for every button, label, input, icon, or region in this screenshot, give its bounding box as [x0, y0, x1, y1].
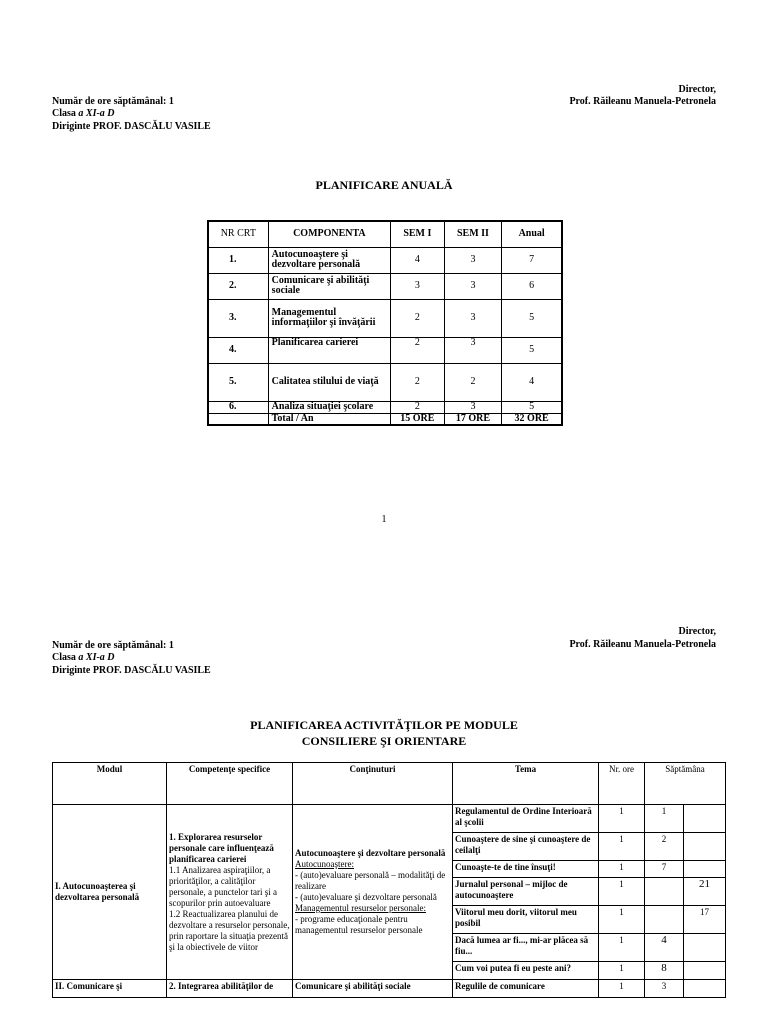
- table-row: [53, 805, 726, 833]
- week-2: [684, 962, 726, 980]
- col-module-header: Modul: [53, 763, 167, 805]
- week-2: [684, 833, 726, 861]
- week-1: 8: [645, 962, 684, 980]
- table-header-row: [208, 221, 562, 247]
- row-annual: 7: [502, 247, 562, 273]
- week-2: [684, 861, 726, 878]
- class-line: [52, 652, 115, 664]
- col-theme-header: Tema: [453, 763, 599, 805]
- class-prefix: Clasa: [52, 652, 79, 663]
- week-2: 17: [684, 906, 726, 934]
- competence-1-1: 1.1 Analizarea aspiraţiilor, a priorităţilor, a calităţilor personale, a punctelor tari şi a scopurilor prin autoevaluare: [169, 864, 277, 908]
- row-annual: 5: [502, 299, 562, 337]
- module-name: I. Autocunoaşterea şi dezvoltarea personală: [53, 805, 167, 980]
- row-sem1: 3: [391, 273, 445, 299]
- col-hours-header: Nr. ore: [599, 763, 645, 805]
- hours: 1: [599, 906, 645, 934]
- homeroom-teacher: Diriginte PROF. DASCĂLU VASILE: [52, 121, 211, 132]
- content-item: - programe educaţionale pentru managementul resurselor personale: [295, 914, 423, 935]
- week-1: 7: [645, 861, 684, 878]
- hours: 1: [599, 980, 645, 998]
- theme: Regulile de comunicare: [453, 980, 599, 998]
- row-sem1: 2: [391, 337, 445, 363]
- class-value: a XI-a D: [78, 652, 115, 663]
- row-nr: 1.: [208, 247, 268, 273]
- hours: 1: [599, 861, 645, 878]
- row-component: Planificarea carierei: [268, 337, 390, 363]
- col-competence-header: Competenţe specifice: [167, 763, 293, 805]
- content-subtitle-resources: Managementul resurselor personale:: [295, 903, 426, 913]
- modules-plan-table: [52, 762, 726, 998]
- class-line: [52, 108, 115, 120]
- week-1: 4: [645, 934, 684, 962]
- row-sem2: 3: [444, 337, 502, 363]
- weekly-hours: Număr de ore săptămânal: 1: [52, 640, 174, 651]
- row-sem1: 2: [391, 363, 445, 401]
- hours: 1: [599, 805, 645, 833]
- row-component: Autocunoaştere şi dezvoltare personală: [268, 247, 390, 273]
- total-label: Total / An: [268, 413, 390, 425]
- row-nr: 2.: [208, 273, 268, 299]
- director-label: Director,: [678, 84, 716, 95]
- content-title: Autocunoaştere şi dezvoltare personală: [295, 848, 446, 858]
- total-annual: 32 ORE: [502, 413, 562, 425]
- col-sem1-header: SEM I: [391, 221, 445, 247]
- week-1: 1: [645, 805, 684, 833]
- week-1: 3: [645, 980, 684, 998]
- table-total-row: [208, 413, 562, 425]
- week-2: [684, 805, 726, 833]
- module-competences: [167, 805, 293, 980]
- row-sem1: 2: [391, 401, 445, 413]
- week-2: [684, 980, 726, 998]
- row-component: Calitatea stilului de viaţă: [268, 363, 390, 401]
- row-annual: 5: [502, 401, 562, 413]
- row-nr: 3.: [208, 299, 268, 337]
- week-1: [645, 878, 684, 906]
- row-annual: 4: [502, 363, 562, 401]
- table-row: [208, 273, 562, 299]
- module-name: II. Comunicare şi: [53, 980, 167, 998]
- row-sem2: 3: [444, 247, 502, 273]
- row-sem2: 3: [444, 401, 502, 413]
- modules-title: PLANIFICAREA ACTIVITĂŢILOR PE MODULE: [250, 718, 518, 732]
- table-header-row: [53, 763, 726, 805]
- row-annual: 6: [502, 273, 562, 299]
- col-week-header: Săptămâna: [645, 763, 726, 805]
- table-row: [208, 247, 562, 273]
- theme: Cum voi putea fi eu peste ani?: [453, 962, 599, 980]
- total-sem2: 17 ORE: [444, 413, 502, 425]
- col-component-header: COMPONENTA: [268, 221, 390, 247]
- week-2: [684, 934, 726, 962]
- row-nr: 5.: [208, 363, 268, 401]
- director-label: Director,: [678, 626, 716, 637]
- total-sem1: 15 ORE: [391, 413, 445, 425]
- theme: Regulamentul de Ordine Interioară al şcolii: [453, 805, 599, 833]
- week-1: 2: [645, 833, 684, 861]
- hours: 1: [599, 934, 645, 962]
- hours: 1: [599, 962, 645, 980]
- page-title: PLANIFICARE ANUALĂ: [315, 178, 453, 192]
- competence-title: 1. Explorarea resurselor personale care influenţează planificarea carierei: [169, 831, 274, 864]
- table-row: [208, 401, 562, 413]
- table-row: [208, 363, 562, 401]
- row-nr: 4.: [208, 337, 268, 363]
- row-sem1: 4: [391, 247, 445, 273]
- total-empty: [208, 413, 268, 425]
- row-component: Managementul informaţiilor şi învăţării: [268, 299, 390, 337]
- row-sem2: 3: [444, 299, 502, 337]
- class-value: a XI-a D: [78, 108, 115, 119]
- col-content-header: Conţinuturi: [293, 763, 453, 805]
- director-name: Prof. Răileanu Manuela-Petronela: [569, 96, 716, 107]
- content-subtitle-self: Autocunoaştere:: [295, 859, 354, 869]
- theme: Jurnalul personal – mijloc de autocunoaştere: [453, 878, 599, 906]
- theme: Viitorul meu dorit, viitorul meu posibil: [453, 906, 599, 934]
- row-component: Comunicare şi abilităţi sociale: [268, 273, 390, 299]
- modules-subtitle: CONSILIERE ŞI ORIENTARE: [301, 734, 467, 748]
- theme: Cunoaştere de sine şi cunoaştere de ceilalţi: [453, 833, 599, 861]
- module-competences: 2. Integrarea abilităţilor de: [167, 980, 293, 998]
- director-name: Prof. Răileanu Manuela-Petronela: [569, 639, 716, 650]
- week-2: 21: [684, 878, 726, 906]
- class-prefix: Clasa: [52, 108, 79, 119]
- row-sem1: 2: [391, 299, 445, 337]
- col-nr-header: NR CRT: [208, 221, 268, 247]
- theme: Cunoaşte-te de tine însuţi!: [453, 861, 599, 878]
- row-sem2: 2: [444, 363, 502, 401]
- col-sem2-header: SEM II: [444, 221, 502, 247]
- table-row: [208, 299, 562, 337]
- week-1: [645, 906, 684, 934]
- theme: Dacă lumea ar fi..., mi-ar plăcea să fiu...: [453, 934, 599, 962]
- annual-plan-table: [207, 220, 563, 426]
- row-annual: 5: [502, 337, 562, 363]
- hours: 1: [599, 878, 645, 906]
- page-number: 1: [381, 514, 387, 525]
- weekly-hours: Număr de ore săptămânal: 1: [52, 96, 174, 107]
- module-contents: Comunicare şi abilităţi sociale: [293, 980, 453, 998]
- row-nr: 6.: [208, 401, 268, 413]
- row-sem2: 3: [444, 273, 502, 299]
- table-row: [208, 337, 562, 363]
- module-contents: [293, 805, 453, 980]
- hours: 1: [599, 833, 645, 861]
- col-annual-header: Anual: [502, 221, 562, 247]
- homeroom-teacher: Diriginte PROF. DASCĂLU VASILE: [52, 665, 211, 676]
- content-item: - (auto)evaluare şi dezvoltare personală: [295, 892, 437, 902]
- row-component: Analiza situaţiei şcolare: [268, 401, 390, 413]
- content-item: - (auto)evaluare personală – modalităţi de realizare: [295, 870, 446, 891]
- table-row: [53, 980, 726, 998]
- competence-1-2: 1.2 Reactualizarea planului de dezvoltare a resurselor personale, prin raportare la situaţia prezentă şi la obiectivele de viitor: [169, 908, 290, 952]
